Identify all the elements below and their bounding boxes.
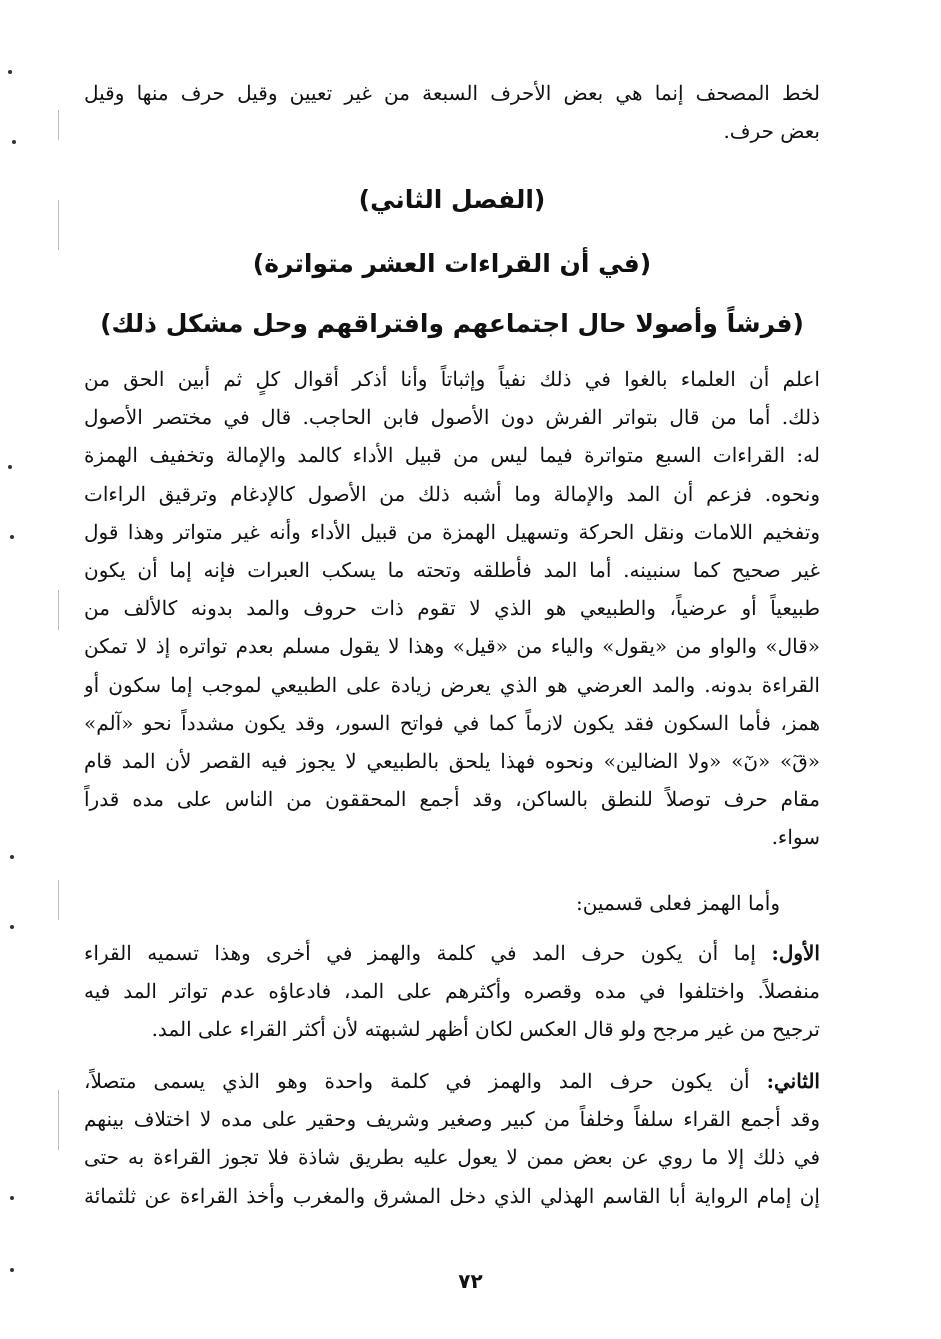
scan-edge-mark — [58, 880, 59, 920]
text-line: همز، فأما السكون فقد يكون لازماً كما في فواتح السور، وقد يكون مشدداً نحو «آلم» — [84, 710, 820, 735]
scan-speck — [10, 925, 14, 929]
text-line: وتفخيم اللامات ونقل الحركة وتسهيل الهمزة من قبيل الأداء وأنه غير متواتر وهذا قول — [84, 519, 820, 544]
scan-edge-mark — [58, 110, 59, 140]
text-line — [84, 934, 820, 972]
text-line: «قٓ» «نٓ» «ولا الضالين» ونحوه فهذا يلحق بالطبيعي لا يجوز فيه القصر لأن المد قام — [84, 749, 820, 774]
second-section-paragraph — [84, 1062, 820, 1215]
section-lead: الأول: — [771, 941, 820, 965]
text-line: إن إمام الرواية أبا القاسم الهذلي الذي دخل المشرق والمغرب وأخذ القراءة عن ثلثمائة — [84, 1183, 820, 1208]
text-line: «قال» والواو من «يقول» والياء من «قيل» وهذا لا يقول مسلم بعدم تواتره إذ لا تمكن — [84, 634, 820, 659]
scan-edge-mark — [58, 590, 59, 630]
scan-speck — [10, 535, 14, 539]
text-line: طبيعياً أو عرضياً، والطبيعي هو الذي لا تقوم ذات حروف والمد بدونه كالألف من — [84, 596, 820, 621]
scan-speck — [8, 465, 12, 469]
scan-edge-mark — [58, 1090, 59, 1150]
text-line: ذلك. أما من قال بتواتر الفرش دون الأصول فابن الحاجب. قال في مختصر الأصول — [84, 405, 820, 430]
text-line: وأما الهمز فعلى قسمين: — [575, 891, 780, 915]
scan-speck — [8, 70, 12, 74]
text-line: سواء. — [771, 825, 820, 850]
text-line: ونحوه. فزعم أن المد والإمالة وما أشبه ذلك من الأصول كالإدغام وترقيق الراءات — [84, 481, 820, 506]
chapter-subtitle: (فرشاً وأصولا حال اجتماعهم وافتراقهم وحل مشكل ذلك) — [100, 309, 804, 338]
text-line: مقام حرف توصلاً للنطق بالساكن، وقد أجمع المحققون من الناس على مده قدراً — [84, 787, 820, 812]
chapter-heading: (الفصل الثاني) — [358, 185, 546, 214]
text-line: ترجيح من غير مرجح ولو قال العكس لكان أظهر لشبهته لأن أكثر القراء على المد. — [151, 1017, 820, 1042]
text-line: منفصلاً. واختلفوا في مده وقصره وأكثرهم على المد، فادعاؤه عدم تواتر المد فيه — [84, 979, 820, 1004]
scan-edge-mark — [58, 200, 59, 250]
section-lead: الثاني: — [766, 1069, 820, 1093]
text-line: له: القراءات السبع متواترة فيما ليس من قبيل الأداء كالمد والإمالة وتخفيف الهمزة — [84, 443, 820, 468]
continuation-paragraph — [84, 74, 820, 150]
page-number: ٧٢ — [458, 1269, 483, 1293]
text-line: غير صحيح كما سنبينه. أما المد فأطلقه وتحته ما يسكب العبرات فإنه إما أن يكون — [84, 558, 820, 583]
text-line: وقد أجمع القراء سلفاً وخلفاً من كبير وصغير وشريف وحقير على مده لا اختلاف بينهم — [84, 1107, 820, 1132]
text-line: اعلم أن العلماء بالغوا في ذلك نفياً وإثباتاً وأنا أذكر أقوال كلٍ ثم أبين الحق من — [84, 367, 820, 391]
text-line: لخط المصحف إنما هي بعض الأحرف السبعة من غير تعيين وقيل حرف منها وقيل — [84, 81, 820, 105]
text-run: أن يكون حرف المد والهمز في كلمة واحدة وهو الذي يسمى متصلاً، — [84, 1069, 767, 1093]
text-run: إما أن يكون حرف المد في كلمة والهمز في أخرى وهذا تسميه القراء — [84, 941, 772, 965]
scan-speck — [10, 1196, 14, 1200]
main-paragraph — [84, 360, 820, 857]
scan-speck — [10, 855, 14, 859]
text-line: القراءة بدونه. والمد العرضي هو الذي يعرض زيادة على الطبيعي لموجب إما سكون أو — [84, 672, 820, 697]
text-line — [84, 1062, 820, 1100]
scan-speck — [12, 140, 16, 144]
hamz-intro-paragraph — [84, 884, 820, 922]
first-section-paragraph — [84, 934, 820, 1049]
text-line: بعض حرف. — [723, 119, 820, 144]
chapter-title: (في أن القراءات العشر متواترة) — [252, 249, 652, 278]
text-line: في ذلك إلا ما روي عن بعض ممن لا يعول عليه بطريق شاذة فلا تجوز القراءة به حتى — [84, 1145, 820, 1170]
